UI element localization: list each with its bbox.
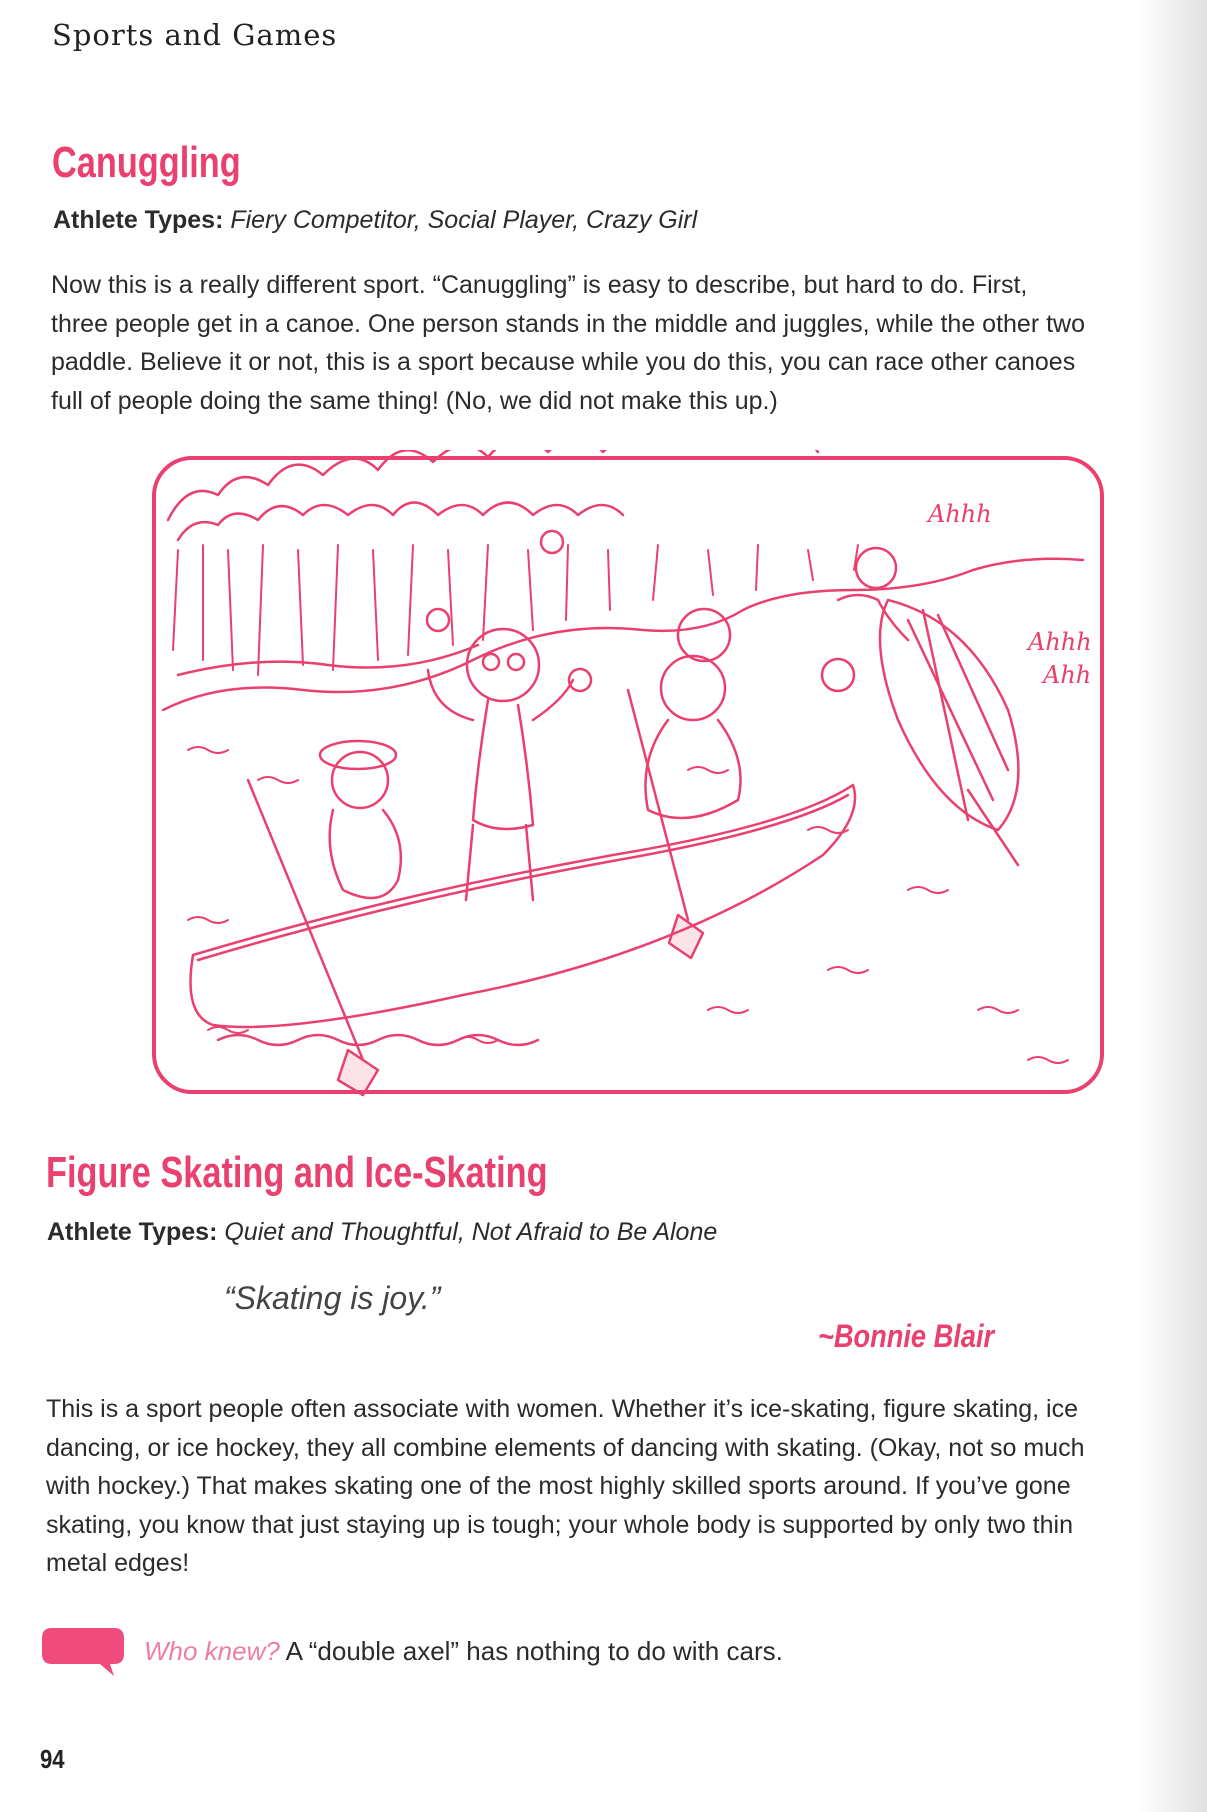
tip-label: Who knew? bbox=[144, 1636, 280, 1666]
paragraph-line: metal edges! bbox=[46, 1549, 190, 1577]
athlete-types-skating bbox=[47, 1218, 717, 1247]
exclaim-text: Ahhh bbox=[928, 500, 992, 528]
skating-paragraph bbox=[46, 1390, 1085, 1583]
page-edge-shadow bbox=[1137, 0, 1207, 1812]
athlete-types-value: Fiery Competitor, Social Player, Crazy Girl bbox=[230, 206, 698, 234]
paragraph-line: dancing, or ice hockey, they all combine elements of dancing with skating. (Okay, not so much bbox=[46, 1433, 1085, 1462]
section-title-canuggling: Canuggling bbox=[52, 138, 241, 187]
quote-author: ~Bonnie Blair bbox=[818, 1318, 995, 1354]
paragraph-line: full of people doing the same thing! (No, we did not make this up.) bbox=[51, 386, 778, 415]
page-number: 94 bbox=[40, 1744, 65, 1774]
tip-text bbox=[144, 1636, 783, 1667]
exclaim-text: Ahh bbox=[1043, 661, 1092, 689]
paragraph-line: paddle. Believe it or not, this is a sport because while you do this, you can race other canoes bbox=[51, 348, 1076, 376]
section-title-skating: Figure Skating and Ice-Skating bbox=[46, 1148, 548, 1197]
exclaim-text: Ahhh bbox=[1028, 628, 1092, 656]
athlete-types-canuggling bbox=[53, 206, 697, 235]
speech-bubble-icon bbox=[42, 1622, 128, 1678]
canuggling-illustration bbox=[148, 450, 1108, 1100]
paragraph-line: with hockey.) That makes skating one of the most highly skilled sports around. If you’ve gone bbox=[46, 1472, 1071, 1500]
paragraph-line: skating, you know that just staying up is tough; your whole body is supported by only two thin bbox=[46, 1510, 1073, 1539]
athlete-types-value: Quiet and Thoughtful, Not Afraid to Be Alone bbox=[224, 1218, 718, 1246]
canuggling-paragraph bbox=[51, 266, 1085, 420]
quote-text: “Skating is joy.” bbox=[224, 1280, 441, 1316]
paragraph-line: three people get in a canoe. One person stands in the middle and juggles, while the other two bbox=[51, 309, 1086, 338]
paragraph-line: This is a sport people often associate with women. Whether it’s ice-skating, figure skating, ice bbox=[46, 1395, 1078, 1423]
running-head: Sports and Games bbox=[52, 18, 338, 52]
athlete-types-label: Athlete Types: bbox=[53, 206, 224, 234]
who-knew-tip bbox=[42, 1622, 942, 1678]
athlete-types-label: Athlete Types: bbox=[47, 1218, 218, 1246]
paragraph-line: Now this is a really different sport. “Canuggling” is easy to describe, but hard to do. First, bbox=[51, 271, 1028, 299]
tip-body: A “double axel” has nothing to do with cars. bbox=[285, 1636, 783, 1666]
